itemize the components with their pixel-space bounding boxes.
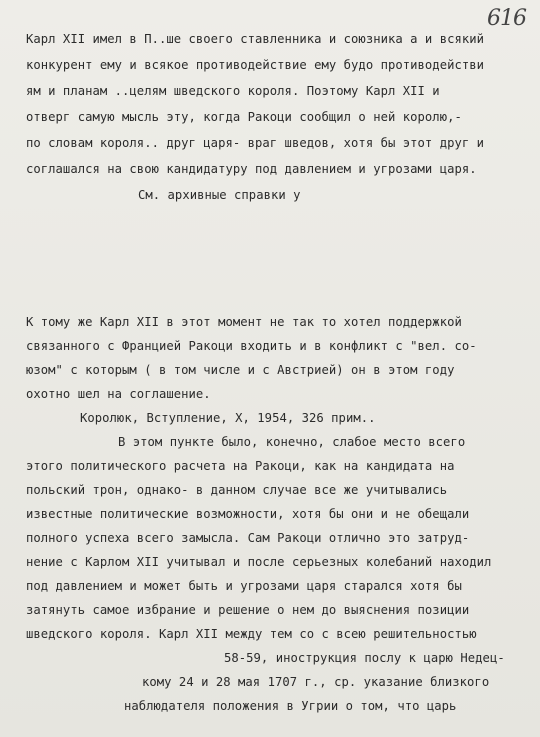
text-line: отверг самую мысль эту, когда Ракоци сообщил о ней королю,- xyxy=(26,110,462,124)
text-line: польский трон, однако- в данном случае все же учитывались xyxy=(26,483,448,497)
text-line: 58-59, инострукция послу к царю Недец- xyxy=(224,651,505,665)
text-line: шведского короля. Карл XII между тем со с всею решительностью xyxy=(26,627,477,641)
text-line: К тому же Карл XII в этот момент не так то хотел поддержкой xyxy=(26,315,462,329)
text-line: В этом пункте было, конечно, слабое место всего xyxy=(118,435,466,449)
text-line: Карл XII имел в П..ше своего ставленника и союзника а и всякий xyxy=(26,32,485,46)
text-line: кому 24 и 28 мая 1707 г., ср. указание близкого xyxy=(142,675,490,689)
text-line: под давлением и может быть и угрозами царя старался хотя бы xyxy=(26,579,462,593)
text-line: известные политические возможности, хотя бы они и не обещали xyxy=(26,507,470,521)
text-line: затянуть самое избрание и решение о нем до выяснения позиции xyxy=(26,603,470,617)
text-line: конкурент ему и всякое противодействие ему будо противодействи xyxy=(26,58,485,72)
text-line: этого политического расчета на Ракоци, как на кандидата на xyxy=(26,459,455,473)
text-line: охотно шел на соглашение. xyxy=(26,387,211,401)
text-line: нение с Карлом XII учитывал и после серьезных колебаний находил xyxy=(26,555,492,569)
text-line: Королюк, Вступление, X, 1954, 326 прим.. xyxy=(80,411,376,425)
text-line: ям и планам ..целям шведского короля. Поэтому Карл XII и xyxy=(26,84,440,98)
text-line: соглашался на свою кандидатуру под давлением и угрозами царя. xyxy=(26,162,477,176)
page-number: 616 xyxy=(487,6,526,31)
text-line: по словам короля.. друг царя- враг шведов, хотя бы этот друг и xyxy=(26,136,485,150)
text-line: наблюдателя положения в Угрии о том, что царь xyxy=(124,699,457,713)
text-line: юзом" с которым ( в том числе и с Австрией) он в этом году xyxy=(26,363,455,377)
text-line: полного успеха всего замысла. Сам Ракоци отлично это затруд- xyxy=(26,531,470,545)
text-line: См. архивные справки у xyxy=(138,188,301,202)
text-line: связанного с Францией Ракоци входить и в конфликт с "вел. со- xyxy=(26,339,477,353)
